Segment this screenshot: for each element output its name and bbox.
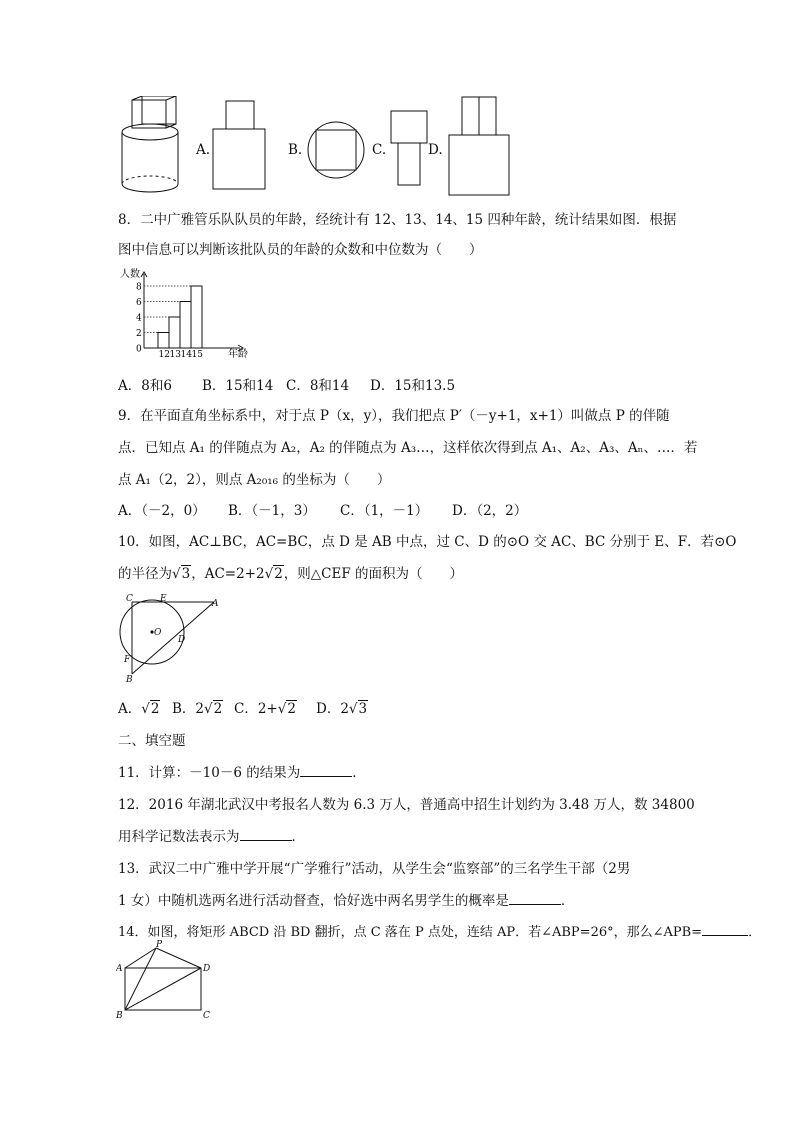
q10-option-d	[316, 697, 368, 717]
sqrt-symbol: √2	[277, 701, 296, 717]
q10-option-b-prefix: B．2	[172, 701, 205, 717]
q10-text-line1: 10．如图，AC⊥BC，AC=BC，点 D 是 AB 中点，过 C、D 的⊙O 交 AC、BC 分别于 E、F．若⊙O	[118, 534, 737, 550]
q8-option-d: D．15和13.5	[370, 378, 456, 394]
q12-text-end: ．	[291, 829, 305, 845]
q10-geometry-figure	[116, 592, 226, 684]
bar-13	[169, 317, 180, 348]
answer-blank[interactable]	[702, 923, 748, 936]
q10-ac-radicand: 2	[274, 566, 283, 582]
q7-option-a-figure	[212, 100, 268, 192]
q10-label-a: A	[212, 599, 219, 609]
q14-label-a: A	[116, 964, 123, 974]
q14-label-p: P	[156, 940, 163, 950]
q14-rectangle-figure	[116, 940, 216, 1020]
q9-option-a: A．（－2，0）	[118, 503, 206, 519]
q9-text-line1: 9．在平面直角坐标系中，对于点 P（x，y），我们把点 P′（－y+1，x+1）叫做点 P 的伴随	[118, 408, 670, 424]
answer-blank[interactable]	[509, 892, 561, 905]
x-tick-label: 13	[169, 350, 181, 360]
q12-text-line2-body: 用科学记数法表示为	[118, 829, 240, 845]
sqrt-symbol: √2	[264, 566, 283, 582]
q11-text	[118, 761, 366, 781]
section-title: 二、填空题	[118, 733, 186, 749]
q8-text-line1: 8．二中广雅管乐队队员的年龄，经统计有 12、13、14、15 四种年龄，统计结果如图．根据	[118, 212, 677, 228]
q12-text-line1: 12．2016 年湖北武汉中考报名人数为 6.3 万人，普通高中招生计划约为 3.48 万人，数 34800	[118, 797, 695, 813]
q10-radius-radicand: 3	[181, 566, 191, 582]
bar-12	[158, 333, 169, 349]
x-tick-label: 14	[180, 350, 192, 360]
q7-option-c-label: C.	[372, 142, 387, 158]
q9-option-b: B．（－1，3）	[228, 503, 316, 519]
q8-y-axis-label: 人数	[120, 269, 140, 280]
x-tick-label: 12	[158, 350, 170, 360]
q10-label-f: F	[124, 655, 131, 665]
q14-text-end: ．	[748, 925, 762, 940]
q11-text-body: 11．计算：－10－6 的结果为	[118, 765, 301, 781]
q10-option-d-prefix: D．2	[316, 701, 349, 717]
y-tick-label: 4	[136, 313, 142, 324]
q10-text-line2-c: ，AC=2+2	[191, 566, 265, 582]
q9-option-d: D．（2，2）	[452, 503, 528, 519]
answer-blank[interactable]	[240, 828, 292, 841]
q13-text-line2-body: 1 女）中随机选两名进行活动督查，恰好选中两名男学生的概率是	[118, 893, 509, 909]
q7-option-d-figure	[446, 96, 512, 200]
q8-option-a: A．8和6	[118, 378, 172, 394]
q14-text	[118, 921, 761, 940]
q9-text-line2: 点．已知点 A₁ 的伴随点为 A₂，A₂ 的伴随点为 A₃…，这样依次得到点 A₁、A₂、A₃、Aₙ、…．若	[118, 440, 698, 456]
q10-option-c-radicand: 2	[287, 701, 296, 717]
q14-text-body: 14．如图，将矩形 ABCD 沿 BD 翻折，点 C 落在 P 点处，连结 AP．若∠ABP=26°，那么∠APB=	[118, 925, 703, 940]
y-tick-label: 8	[136, 282, 142, 293]
y-tick-label: 6	[136, 298, 142, 308]
q10-option-c	[234, 697, 297, 717]
q8-x-axis-label: 年龄	[228, 349, 248, 360]
q7-option-c-figure	[390, 110, 430, 188]
q8-text-line2: 图中信息可以判断该批队员的年龄的众数和中位数为（ ）	[118, 242, 483, 258]
q14-label-c: C	[203, 1011, 210, 1020]
q10-label-c: C	[126, 594, 133, 604]
q10-label-o: O	[154, 628, 162, 638]
q10-option-a-radicand: 2	[150, 701, 160, 717]
q13-text-line2	[118, 889, 574, 909]
q12-text-line2	[118, 825, 305, 845]
q10-label-b: B	[126, 675, 133, 684]
x-tick-label: 15	[191, 350, 203, 360]
q10-option-b	[172, 697, 223, 717]
q7-option-b-figure	[306, 120, 366, 180]
q10-option-a	[118, 697, 160, 717]
q10-option-d-radicand: 3	[358, 701, 368, 717]
q14-label-b: B	[116, 1011, 123, 1020]
sqrt-symbol: √2	[141, 701, 160, 717]
sqrt-symbol: √3	[172, 566, 191, 582]
y-tick-label: 0	[136, 344, 142, 355]
q10-label-d: D	[178, 635, 186, 645]
q10-text-line2	[118, 562, 463, 582]
q7-option-a-label: A.	[196, 142, 211, 158]
sqrt-symbol: √3	[348, 701, 368, 717]
q10-option-b-radicand: 2	[213, 701, 223, 717]
bar-14	[180, 302, 191, 349]
y-tick-label: 2	[136, 329, 142, 339]
bar-15	[191, 286, 202, 348]
q10-option-a-prefix: A．	[118, 701, 142, 717]
q14-label-d: D	[203, 964, 211, 974]
q9-option-c: C．（1，－1）	[340, 503, 429, 519]
q7-option-d-label: D.	[428, 142, 443, 158]
q13-text-end: ．	[560, 893, 575, 909]
q8-bar-chart	[118, 266, 258, 362]
sqrt-symbol: √2	[204, 701, 223, 717]
q11-text-end: ．	[352, 765, 366, 781]
q8-option-c: C．8和14	[286, 378, 350, 394]
q9-text-line3: 点 A₁（2，2），则点 A₂₀₁₆ 的坐标为（ ）	[118, 472, 391, 488]
q7-option-b-label: B.	[288, 142, 303, 158]
q10-option-c-prefix: C．2+	[234, 701, 278, 717]
q8-option-b: B．15和14	[202, 378, 274, 394]
q10-text-line2-e: ，则△CEF 的面积为（ ）	[283, 566, 464, 582]
answer-blank[interactable]	[300, 764, 352, 777]
q10-label-e: E	[160, 594, 167, 604]
q13-text-line1: 13．武汉二中广雅中学开展“广学雅行”活动，从学生会“监察部”的三名学生干部（2男	[118, 861, 631, 877]
q10-text-line2-a: 的半径为	[118, 566, 172, 582]
